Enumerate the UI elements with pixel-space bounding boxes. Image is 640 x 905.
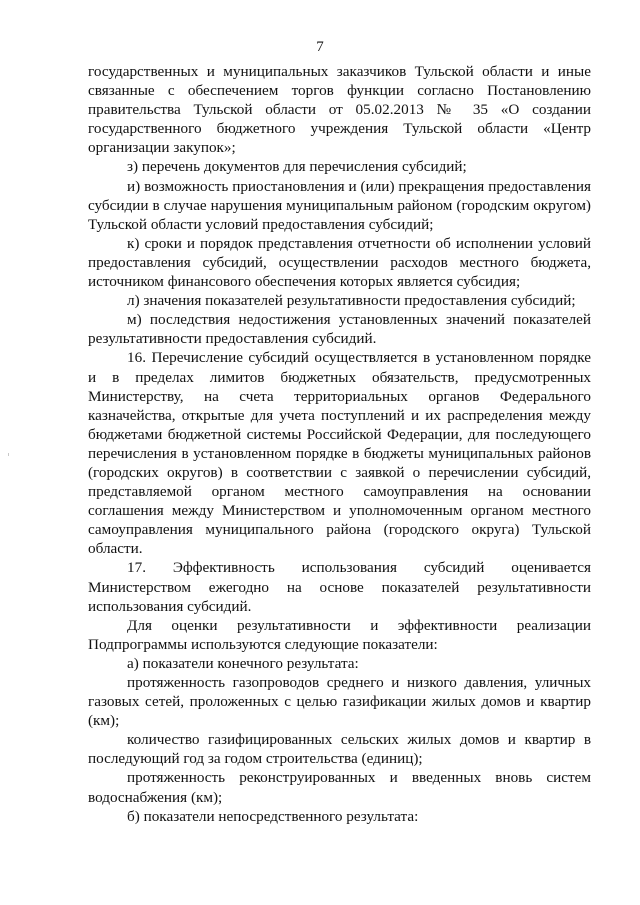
paragraph-continuation: государственных и муниципальных заказчиков Тульской области и иные связанные с обеспечением торгов функции согласно Постановлению правительства Тульской области от 05.02.2013 № 35 «О создании государственного бюджетного учреждения Тульской области «Центр организации закупок»;	[88, 63, 591, 157]
indicator-water-supply: протяженность реконструированных и введенных вновь систем водоснабжения (км);	[88, 769, 591, 806]
list-item-z: з) перечень документов для перечисления субсидий;	[127, 158, 467, 176]
list-item-k: к) сроки и порядок представления отчетности об исполнении условий предоставления субсидий, осуществлении расходов местного бюджета, источником финансового обеспечения которых является субсидия;	[88, 234, 591, 291]
indicator-gasified-houses: количество газифицированных сельских жилых домов и квартир в последующий год за годом строительства (единиц);	[88, 731, 591, 768]
list-item-b: б) показатели непосредственного результата:	[127, 807, 419, 825]
list-item-a: а) показатели конечного результата:	[127, 654, 359, 672]
page-number: 7	[316, 39, 324, 55]
document-body	[88, 62, 591, 826]
list-item-i: и) возможность приостановления и (или) прекращения предоставления субсидии в случае нарушения муниципальным районом (городским округом) Тульской области условий предоставления субсидий;	[88, 177, 591, 233]
clause-17: 17. Эффективность использования субсидий оценивается Министерством ежегодно на основе показателей результативности использования субсидий.	[88, 559, 591, 615]
list-item-m: м) последствия недостижения установленных значений показателей результативности предоставления субсидий.	[88, 311, 591, 348]
indicator-gas-pipelines: протяженность газопроводов среднего и низкого давления, уличных газовых сетей, проложенных с целью газификации жилых домов и квартир (км);	[88, 674, 591, 730]
indicators-intro: Для оценки результативности и эффективности реализации Подпрограммы используются следующие показатели:	[88, 616, 591, 653]
list-item-l: л) значения показателей результативности предоставления субсидий;	[127, 292, 576, 310]
scan-mark	[8, 453, 9, 456]
clause-16: 16. Перечисление субсидий осуществляется в установленном порядке и в пределах лимитов бюджетных обязательств, предусмотренных Министерству, на счета территориальных органов Федерального казначейства, открытые для учета поступлений и их распределения между бюджетами бюджетной системы Российской Федерации, для последующего перечисления в установленном порядке в бюджеты муниципальных районов (городских округов) в соответствии с заявкой о перечислении субсидий, представляемой органом местного самоуправления на основании соглашения между Министерством и уполномоченным органом местного самоуправления муниципального района (городского округа) Тульской области.	[88, 349, 591, 558]
